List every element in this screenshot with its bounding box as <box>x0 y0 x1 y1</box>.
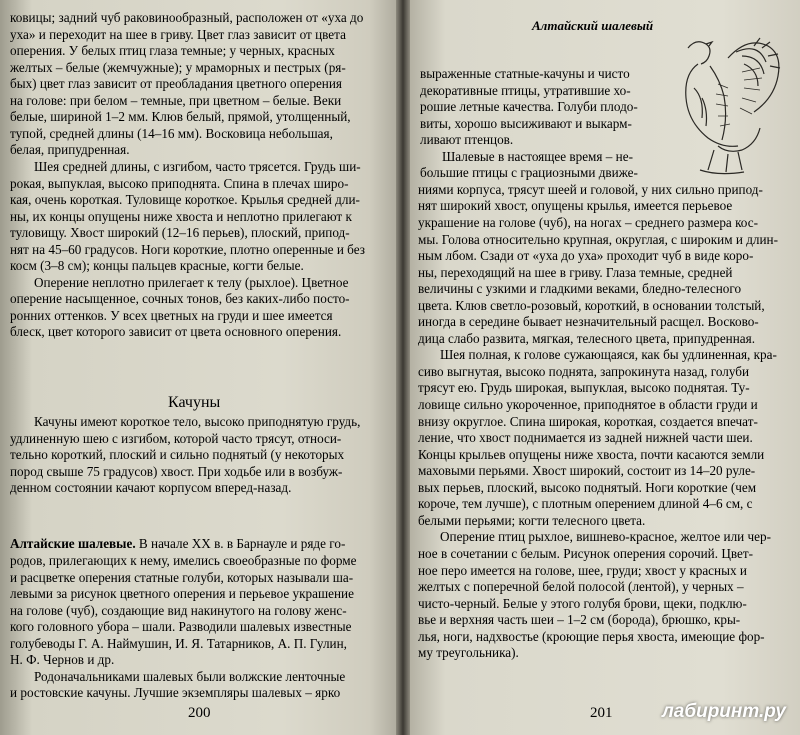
text-line: трясут ею. Грудь широкая, выпуклая, высоко поднятая. Ту- <box>418 380 750 396</box>
text-line: желтых с поперечной белой полосой (лентой), у черных – <box>418 579 744 595</box>
text-line: виты, хорошо высиживают и выкарм- <box>420 115 632 131</box>
text-line: кого головного убора – шали. Разводили шалевых известные <box>10 619 352 635</box>
text-line: оперения. У белых птиц глаза темные; у черных, красных <box>10 43 335 59</box>
text-line: кая, очень короткая. Туловище короткое. Крылья средней дли- <box>10 192 360 208</box>
text-line: большие птицы с грациозными движе- <box>420 165 638 181</box>
text-line: желтых – белые (жемчужные); у мраморных и пестрых (ря- <box>10 59 346 75</box>
text-line: на голове (чуб), создающие вид накинутого на голову женс- <box>10 602 347 618</box>
text-line: лья, ноги, надхвостье (кроющие перья хвоста, имеющие фор- <box>418 628 765 644</box>
section-heading: Качуны <box>168 394 221 411</box>
text-line: и расцветке оперения статные голуби, которых называли ша- <box>10 569 354 585</box>
text-line: удлиненную шею с изгибом, которой часто трясут, относи- <box>10 430 342 446</box>
text-line: сиво выгнутая, высоко поднята, запрокинута назад, голуби <box>418 363 750 379</box>
text-line: Шея полная, к голове сужающаяся, как бы удлиненная, кра- <box>440 347 777 363</box>
pigeon-illustration <box>658 28 788 188</box>
text-line: блеск, цвет которого зависит от цвета основного оперения. <box>10 324 342 340</box>
text-line: ронних оттенков. У всех цветных на груди и шее имеется <box>10 307 333 323</box>
text-line: Оперение птиц рыхлое, вишнево-красное, желтое или чер- <box>440 529 771 545</box>
text-line: Концы крыльев опущены ниже хвоста, почти касаются земли <box>418 446 765 462</box>
text-line: Шея средней длины, с изгибом, часто трясется. Грудь ши- <box>34 158 361 174</box>
text-line: ниями корпуса, трясут шеей и головой, у них сильно припод- <box>418 181 763 197</box>
text-line: иногда в середине бывает незначительный расщел. Восково- <box>418 314 759 330</box>
text-line: тельно короткий, плоский и сильно поднятый (у некоторых <box>10 447 345 463</box>
text-line: косм (3–8 см); концы пальцев красные, когти белые. <box>10 258 304 274</box>
text-line: мы. Голова относительно крупная, округлая, с широким и длин- <box>418 231 778 247</box>
text-line: голубеводы Г. А. Наймушин, И. Я. Татарников, А. П. Гулин, <box>10 635 347 651</box>
text-line: му треугольника). <box>418 645 519 661</box>
text-line: белыми перьями; когти телесного цвета. <box>418 512 646 528</box>
text-line: ковицы; задний чуб раковинообразный, расположен от «уха до <box>10 10 364 25</box>
text-line: ны, их концы опущены ниже хвоста и неплотно прилегают к <box>10 208 352 224</box>
text-line: ление, что хвост поднимается из задней нижней части шеи. <box>418 430 753 446</box>
text-line: белая, припудренная. <box>10 142 130 158</box>
text-line: туловищу. Хвост широкий (12–16 перьев), плоский, припод- <box>10 225 350 241</box>
text-line: левыми за рисунок цветного оперения и перьевое украшение <box>10 586 354 602</box>
text-line: ное в сочетании с белым. Рисунок оперения сорочий. Цвет- <box>418 545 754 561</box>
text-line: белые, шириной 1–2 мм. Клюв белый, прямой, утолщенный, <box>10 109 351 125</box>
text-line: короче, тем лучше), с плотным оперением длиной 4–6 см, с <box>418 496 753 512</box>
text-line: вье и верхняя часть шеи – 1–2 см (борода), брюшко, кры- <box>418 612 741 628</box>
text-line: уха» и переходит на шее в гриву. Цвет глаз зависит от цвета <box>10 26 346 42</box>
text-line: рошие летные качества. Голуби плодо- <box>420 99 638 115</box>
text-line: ное перо имеется на голове, шее, груди; хвост у красных и <box>418 562 747 578</box>
right-page-number: 201 <box>590 705 613 721</box>
text-line: маховыми перьями. Хвост широкий, состоит из 14–20 руле- <box>418 463 756 479</box>
text-line: и ростовские качуны. Лучшие экземпляры шалевых – ярко <box>10 685 341 701</box>
text-line: родов, прилегающих к нему, имелись своеобразные по форме <box>10 553 357 568</box>
text-line: пород свыше 75 градусов) хвост. При ходьбе или в возбуж- <box>10 463 343 479</box>
text-line: внизу округлое. Спина широкая, короткая, создается впечат- <box>418 413 758 429</box>
text-line: цвета. Клюв светло-розовый, короткий, в основании толстый, <box>418 297 765 313</box>
text-line: чисто-черный. Белые у этого голубя брови, щеки, подклю- <box>418 595 747 611</box>
text-line: Качуны имеют короткое тело, высоко приподнятую грудь, <box>34 414 361 429</box>
altai-lead-rest: В начале XX в. в Барнауле и ряде го- <box>135 536 346 551</box>
text-line: Шалевые в настоящее время – не- <box>442 148 633 164</box>
text-line: оперение насыщенное, сочных тонов, без каких-либо посто- <box>10 291 350 307</box>
text-line: ным лбом. Сзади от «уха до уха» проходит чуб в виде коро- <box>418 248 754 264</box>
book-gutter <box>396 0 410 735</box>
altai-bold-lead: Алтайские шалевые. <box>10 536 136 551</box>
text-line: ловище сильно укороченное, приподнятое в области груди и <box>418 397 758 412</box>
text-line: декоративные птицы, утратившие хо- <box>420 82 631 98</box>
text-line: дица слабо развита, мягкая, телесного цвета, припудренная. <box>418 330 756 346</box>
text-line: на голове: при белом – темные, при цветном – белые. Веки <box>10 92 342 108</box>
running-head: Алтайский шалевый <box>532 18 654 33</box>
text-line: ны, переходящий на шее в гриву. Глаза темные, средней <box>418 264 733 280</box>
left-page-number: 200 <box>188 705 211 721</box>
text-line: нят широкий хвост, опущены крылья, имеется перьевое <box>418 198 733 214</box>
text-line: Н. Ф. Чернов и др. <box>10 652 115 668</box>
text-line: вых перьев, плоский, высоко поднятый. Ноги короткие (чем <box>418 479 757 495</box>
text-line: денном состоянии качают корпусом вперед-назад. <box>10 480 292 496</box>
watermark: лабиринт.ру <box>661 701 786 722</box>
altai-paragraph-start <box>10 536 345 552</box>
text-line: Родоначальниками шалевых были волжские ленточные <box>34 668 346 684</box>
text-line: Оперение неплотно прилегает к телу (рыхлое). Цветное <box>34 274 349 290</box>
text-line: ливают птенцов. <box>420 132 514 148</box>
text-line: выраженные статные-качуны и чисто <box>420 66 630 81</box>
text-line: тупой, средней длины (14–16 мм). Восковица небольшая, <box>10 125 333 141</box>
text-line: рокая, выпуклая, высоко приподнята. Спина в плечах широ- <box>10 175 349 191</box>
text-line: украшение на голове (чуб), на ногах – среднего размера кос- <box>418 214 758 230</box>
text-line: величины с узкими и гладкими веками, бледно-телесного <box>418 281 742 297</box>
text-line: бых) цвет глаз зависит от преобладания цветного оперения <box>10 76 342 92</box>
text-line: нят на 45–60 градусов. Ноги короткие, плотно оперенные и без <box>10 241 365 257</box>
